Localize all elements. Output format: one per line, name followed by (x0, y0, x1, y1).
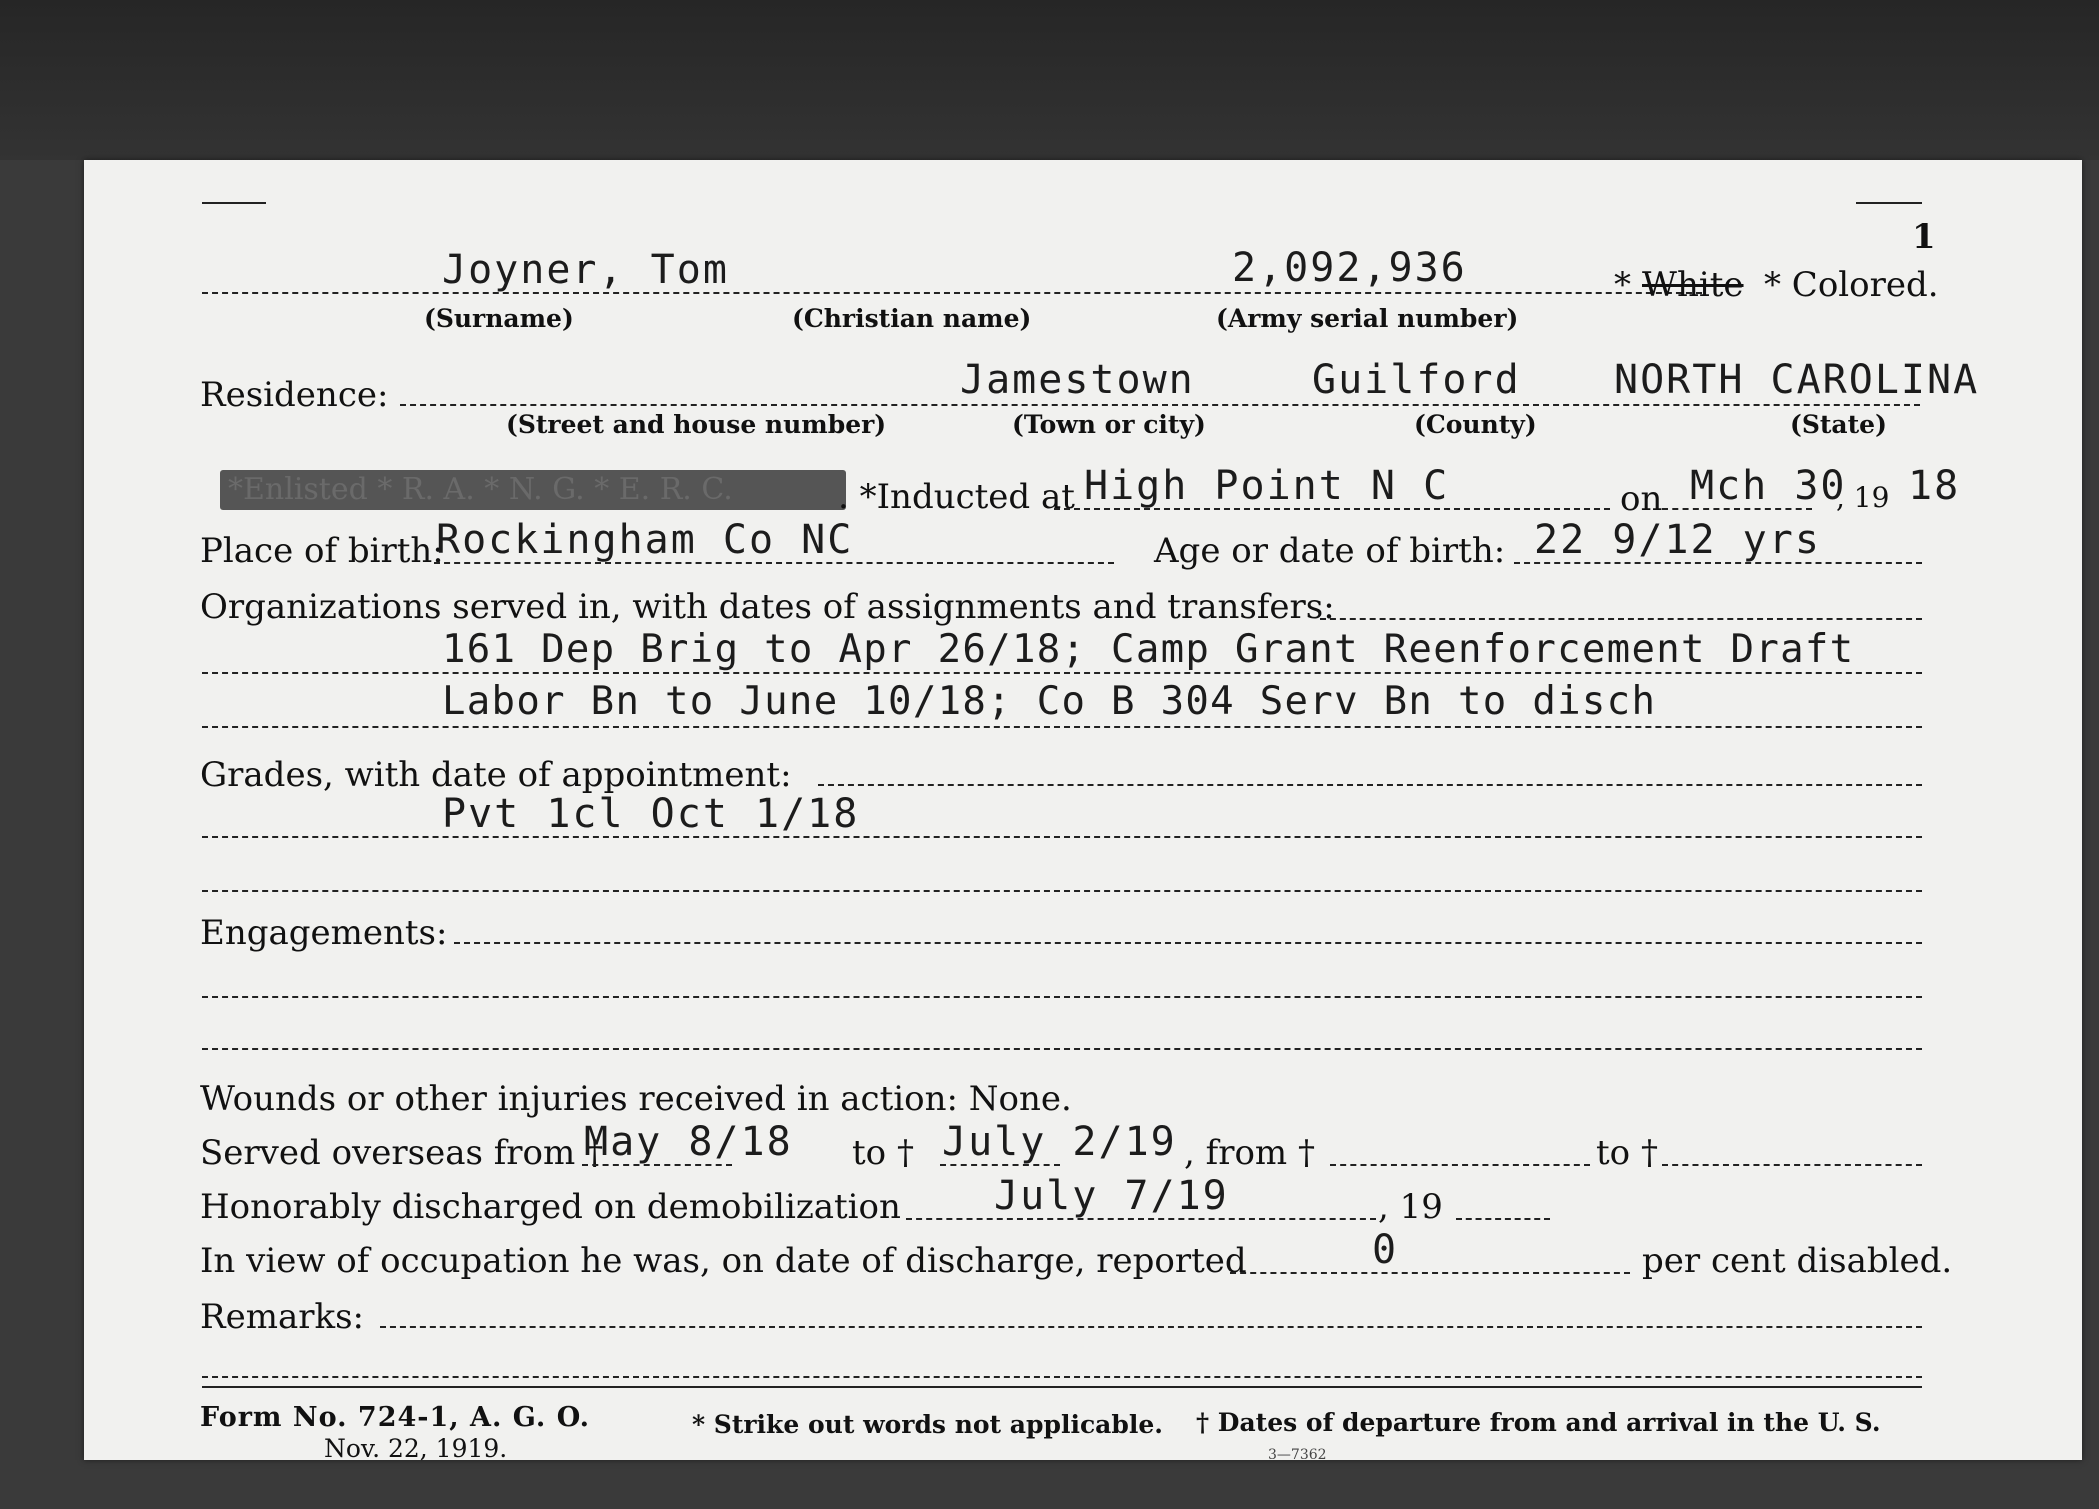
service-record-card (84, 160, 2082, 1463)
organizations-label-line (1320, 618, 1922, 620)
overseas-to-label: to † (852, 1133, 914, 1173)
strike-out-note: * Strike out words not applicable. (692, 1410, 1163, 1439)
inducted-at-value: High Point N C (1084, 463, 1450, 509)
inducted-label: . *Inducted at (838, 477, 1075, 517)
organizations-line-1 (202, 672, 1922, 674)
enlisted-struck-options: *Enlisted * R. A. * N. G. * E. R. C. (220, 470, 846, 510)
grades-line-2 (202, 890, 1922, 892)
grades-label-line (818, 784, 1922, 786)
overseas-to-date: July 2/19 (942, 1119, 1177, 1165)
name-line (202, 292, 1702, 294)
overseas-label: Served overseas from † (200, 1133, 604, 1173)
name-value: Joyner, Tom (442, 247, 729, 293)
print-code: 3—7362 (1268, 1447, 1327, 1463)
disability-value: 0 (1372, 1227, 1399, 1273)
card-number: 1 (1912, 217, 1936, 257)
overseas-to-line-2 (1662, 1164, 1922, 1166)
disability-suffix: per cent disabled. (1642, 1241, 1953, 1281)
age-value: 22 9/12 yrs (1534, 517, 1821, 563)
birthplace-value: Rockingham Co NC (436, 517, 854, 563)
discharge-date: July 7/19 (994, 1173, 1229, 1219)
serial-value: 2,092,936 (1232, 245, 1467, 291)
residence-state: NORTH CAROLINA (1614, 357, 1980, 403)
form-number: Form No. 724-1, A. G. O. (200, 1402, 591, 1433)
form-date: Nov. 22, 1919. (324, 1434, 508, 1463)
on-label: on (1620, 479, 1663, 519)
grades-entry-1: Pvt 1cl Oct 1/18 (442, 791, 860, 837)
county-caption: (County) (1414, 410, 1537, 439)
overseas-from-label-2: , from † (1184, 1133, 1315, 1173)
surname-caption: (Surname) (424, 304, 574, 333)
dates-note: † Dates of departure from and arrival in the U. S. (1196, 1408, 1881, 1437)
residence-town: Jamestown (960, 357, 1195, 403)
birthplace-label: Place of birth: (200, 531, 444, 571)
year-prefix: , 19 (1836, 481, 1890, 514)
scan-background (0, 0, 2099, 160)
organizations-line-2 (202, 726, 1922, 728)
disability-line (1230, 1272, 1630, 1274)
grades-label: Grades, with date of appointment: (200, 755, 792, 795)
induction-date: Mch 30 (1690, 463, 1847, 509)
age-label: Age or date of birth: (1154, 531, 1506, 571)
remarks-line-2 (202, 1376, 1922, 1378)
discharge-label: Honorably discharged on demobilization (200, 1187, 901, 1227)
residence-county: Guilford (1312, 357, 1521, 403)
race-colored: * Colored. (1764, 265, 1939, 305)
street-caption: (Street and house number) (506, 410, 887, 439)
engagements-line-3 (202, 1048, 1922, 1050)
discharge-year-line (1456, 1218, 1550, 1220)
organizations-entry-2: Labor Bn to June 10/18; Co B 304 Serv Bn to disch (442, 679, 1657, 724)
race-asterisk: * (1614, 265, 1631, 305)
overseas-to-label-2: to † (1596, 1133, 1658, 1173)
residence-label: Residence: (200, 375, 389, 415)
footer-rule (202, 1386, 1922, 1388)
organizations-entry-1: 161 Dep Brig to Apr 26/18; Camp Grant Reenforcement Draft (442, 627, 1855, 672)
town-caption: (Town or city) (1012, 410, 1206, 439)
serial-caption: (Army serial number) (1216, 304, 1519, 333)
disability-label: In view of occupation he was, on date of discharge, reported (200, 1241, 1247, 1281)
top-right-rule (1856, 202, 1922, 204)
organizations-label: Organizations served in, with dates of assignments and transfers: (200, 587, 1335, 627)
top-left-rule (202, 202, 266, 204)
christian-name-caption: (Christian name) (792, 304, 1032, 333)
state-caption: (State) (1790, 410, 1887, 439)
discharge-year-label: , 19 (1378, 1187, 1443, 1227)
engagements-label: Engagements: (200, 913, 448, 953)
engagements-line-1 (454, 942, 1922, 944)
residence-line (400, 404, 1920, 406)
engagements-line-2 (202, 996, 1922, 998)
induction-year: 18 (1908, 463, 1961, 509)
remarks-label: Remarks: (200, 1297, 364, 1337)
overseas-from-line-2 (1330, 1164, 1590, 1166)
remarks-line-1 (380, 1326, 1922, 1328)
overseas-from-date: May 8/18 (584, 1119, 793, 1165)
wounds-text: Wounds or other injuries received in action: None. (200, 1079, 1072, 1119)
race-white-struck: White (1642, 265, 1744, 305)
